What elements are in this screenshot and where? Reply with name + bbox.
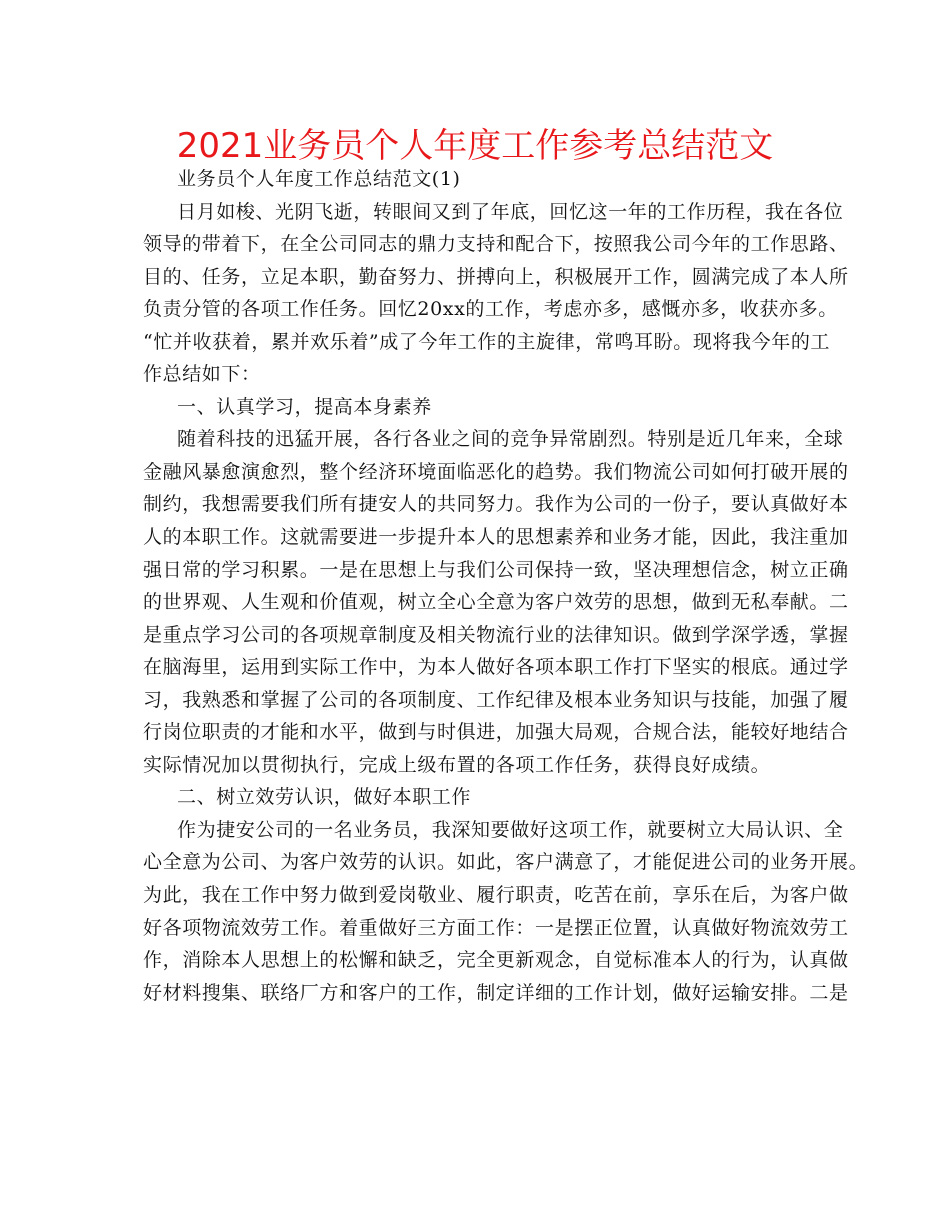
- document-body: [143, 163, 869, 1009]
- text-line: 二、树立效劳认识，做好本职工作: [177, 786, 472, 809]
- text-line: 金融风暴愈演愈烈，整个经济环境面临恶化的趋势。我们物流公司如何打破开展的: [143, 460, 849, 483]
- text-line: 在脑海里，运用到实际工作中，为本人做好各项本职工作打下坚实的根底。通过学: [143, 656, 849, 679]
- text-line: 领导的带着下，在全公司同志的鼎力支持和配合下，按照我公司今年的工作思路、: [143, 233, 849, 256]
- text-line: 习，我熟悉和掌握了公司的各项制度、工作纪律及根本业务知识与技能，加强了履: [143, 688, 849, 711]
- text-line: 作总结如下：: [143, 363, 261, 386]
- text-line: 业务员个人年度工作总结范文(1): [177, 168, 461, 190]
- text-line: 行岗位职责的才能和水平，做到与时俱进，加强大局观，合规合法，能较好地结合: [143, 721, 849, 744]
- text-line: 为此，我在工作中努力做到爱岗敬业、履行职责，吃苦在前，享乐在后，为客户做: [143, 884, 849, 907]
- text-line: 随着科技的迅猛开展，各行各业之间的竞争异常剧烈。特别是近几年来，全球: [177, 428, 844, 451]
- text-line: 好材料搜集、联络厂方和客户的工作，制定详细的工作计划，做好运输安排。二是: [143, 981, 849, 1004]
- text-line: 负责分管的各项工作任务。回忆20xx的工作，考虑亦多，感慨亦多，收获亦多。: [143, 298, 838, 321]
- text-line: 心全意为公司、为客户效劳的认识。如此，客户满意了，才能促进公司的业务开展。: [143, 851, 869, 874]
- text-line: 作，消除本人思想上的松懈和缺乏，完全更新观念，自觉标准本人的行为，认真做: [143, 949, 849, 972]
- text-line: 强日常的学习积累。一是在思想上与我们公司保持一致，坚决理想信念，树立正确: [143, 558, 849, 581]
- text-line: 好各项物流效劳工作。着重做好三方面工作：一是摆正位置，认真做好物流效劳工: [143, 916, 849, 939]
- text-line: 实际情况加以贯彻执行，完成上级布置的各项工作任务，获得良好成绩。: [143, 753, 771, 776]
- text-line: 制约，我想需要我们所有捷安人的共同努力。我作为公司的一份子，要认真做好本: [143, 493, 849, 516]
- document-title: 2021业务员个人年度工作参考总结范文: [176, 126, 774, 166]
- text-line: 的世界观、人生观和价值观，树立全心全意为客户效劳的思想，做到无私奉献。二: [143, 591, 849, 614]
- text-line: 作为捷安公司的一名业务员，我深知要做好这项工作，就要树立大局认识、全: [177, 818, 844, 841]
- text-line: 人的本职工作。这就需要进一步提升本人的思想素养和业务才能，因此，我注重加: [143, 526, 849, 549]
- text-line: “忙并收获着，累并欢乐着”成了今年工作的主旋律，常鸣耳盼。现将我今年的工: [143, 330, 831, 353]
- text-line: 一、认真学习，提高本身素养: [177, 395, 432, 418]
- text-line: 日月如梭、光阴飞逝，转眼间又到了年底，回忆这一年的工作历程，我在各位: [177, 200, 844, 223]
- text-line: 是重点学习公司的各项规章制度及相关物流行业的法律知识。做到学深学透，掌握: [143, 623, 849, 646]
- text-line: 目的、任务，立足本职，勤奋努力、拼搏向上，积极展开工作，圆满完成了本人所: [143, 265, 849, 288]
